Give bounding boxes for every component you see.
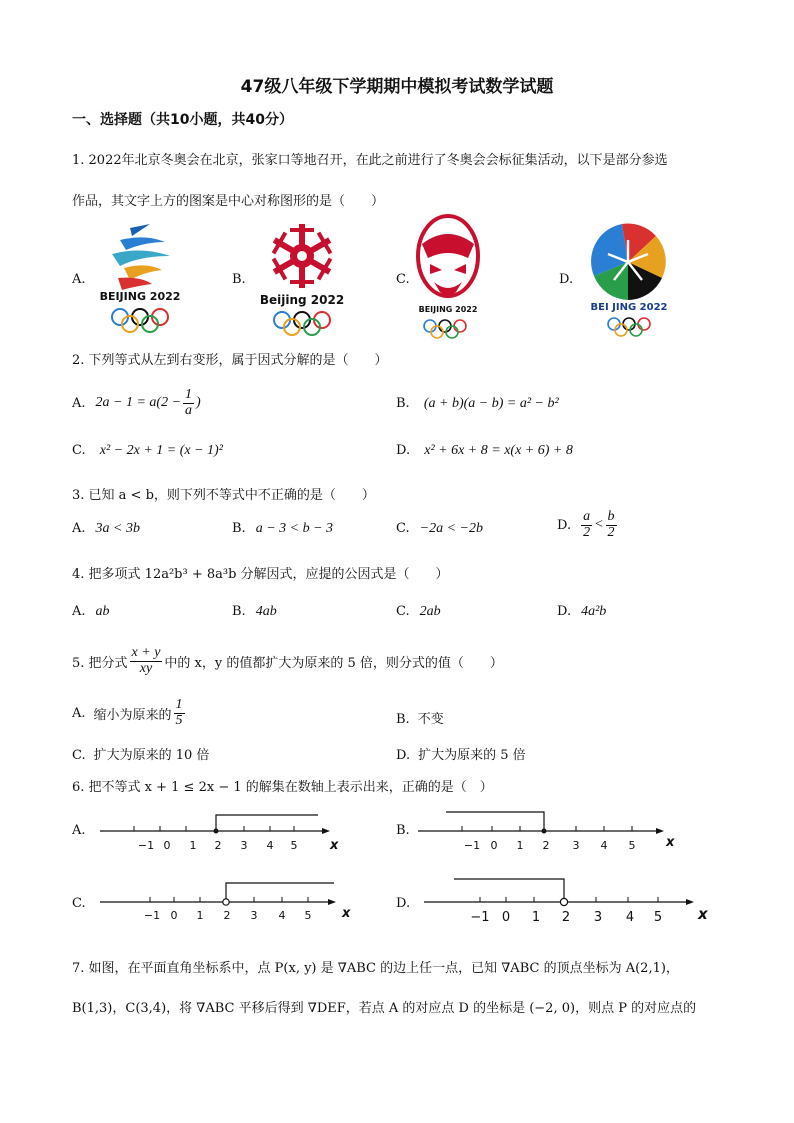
q2-d-label: D. xyxy=(396,443,411,458)
tick-label: 0 xyxy=(490,839,498,852)
tick-label: 5 xyxy=(304,909,312,922)
q2-option-d xyxy=(396,443,573,459)
tick-label: 5 xyxy=(290,839,298,852)
q5-option-c xyxy=(72,744,209,763)
q1-option-b-label: B. xyxy=(232,272,246,287)
q3-b-expr: a − 3 < b − 3 xyxy=(255,521,334,536)
q3-d-lt: < xyxy=(594,517,604,533)
tick-label: 2 xyxy=(542,839,550,852)
q4-c-expr: 2ab xyxy=(419,604,441,619)
q5-option-a xyxy=(72,698,187,728)
number-line-a xyxy=(100,806,350,856)
tick-label: 3 xyxy=(250,909,258,922)
q3-stem: 3. 已知 a < b，则下列不等式中不正确的是（ ） xyxy=(72,488,375,503)
q5-den: xy xyxy=(139,660,153,676)
q2-a-num: 1 xyxy=(185,387,193,402)
q4-option-d xyxy=(557,604,606,620)
q5-d-text: 扩大为原来的 5 倍 xyxy=(418,748,526,763)
q3-a-label: A. xyxy=(72,521,86,536)
q5-a-fraction xyxy=(174,698,185,728)
number-line-d xyxy=(424,874,714,928)
tick-label: 5 xyxy=(653,910,663,925)
q2-c-expr: x² − 2x + 1 = (x − 1)² xyxy=(99,443,223,458)
q7-line1: 7. 如图，在平面直角坐标系中，点 P(x, y) 是 ∇ABC 的边上任一点，已知 ∇ABC 的顶点坐标为 A(2,1)， xyxy=(72,961,679,976)
q2-c-label: C. xyxy=(72,443,86,458)
q3-option-d xyxy=(557,510,619,540)
logo-b-image xyxy=(252,220,352,338)
q5-num: x + y xyxy=(131,645,161,660)
q2-option-a xyxy=(72,388,201,418)
tick-label: 0 xyxy=(501,910,511,925)
section-heading: 一、选择题（共10小题，共40分） xyxy=(72,112,293,128)
q2-a-expr: 2a − 1 = a(2 − xyxy=(95,395,182,411)
logo-d-text: BEI JING 2022 xyxy=(590,302,668,313)
q3-c-expr: −2a < −2b xyxy=(419,521,483,536)
tick-label: −1 xyxy=(470,910,490,925)
q4-option-b xyxy=(232,604,277,620)
q5-c-label: C. xyxy=(72,748,86,763)
tick-label: 4 xyxy=(600,839,608,852)
q1-line1: 1. 2022年北京冬奥会在北京，张家口等地召开，在此之前进行了冬奥会会标征集活动，以下是部分参选 xyxy=(72,153,668,168)
q4-a-label: A. xyxy=(72,604,86,619)
tick-label: 2 xyxy=(223,909,231,922)
q2-a-close: ) xyxy=(196,395,201,411)
q4-a-expr: ab xyxy=(95,604,110,619)
q7-line2: B(1,3)，C(3,4)，将 ∇ABC 平移后得到 ∇DEF，若点 A 的对应点 D 的坐标是 (−2, 0)，则点 P 的对应点的 xyxy=(72,1001,697,1016)
q2-a-fraction xyxy=(183,388,194,418)
q4-d-label: D. xyxy=(557,604,572,619)
tick-label: 2 xyxy=(214,839,222,852)
q5-a-den: 5 xyxy=(175,712,183,728)
page-title: 47级八年级下学期期中模拟考试数学试题 xyxy=(240,77,554,97)
q5-a-label: A. xyxy=(72,705,86,721)
q3-d-num2: b xyxy=(607,509,615,524)
tick-label: 0 xyxy=(163,839,171,852)
tick-label: −1 xyxy=(143,909,161,922)
q1-option-d-label: D. xyxy=(559,272,574,287)
q3-d-den1: 2 xyxy=(583,524,591,540)
q5-stem xyxy=(72,646,503,676)
q2-d-expr: x² + 6x + 8 = x(x + 6) + 8 xyxy=(424,443,573,458)
tick-label: 3 xyxy=(572,839,580,852)
q1-option-c-label: C. xyxy=(396,272,410,287)
logo-a-image xyxy=(90,220,190,338)
tick-label: 1 xyxy=(189,839,197,852)
q3-d-den2: 2 xyxy=(607,524,615,540)
q3-d-num1: a xyxy=(583,509,591,524)
axis-variable: x xyxy=(342,906,351,921)
number-line-b xyxy=(418,806,688,856)
axis-variable: x xyxy=(698,905,708,923)
q4-b-label: B. xyxy=(232,604,246,619)
q2-option-b xyxy=(396,396,559,412)
tick-label: 3 xyxy=(593,910,603,925)
tick-label: 1 xyxy=(531,910,541,925)
q6-option-b-label: B. xyxy=(396,823,410,838)
q3-b-label: B. xyxy=(232,521,246,536)
q5-option-b xyxy=(396,708,444,727)
tick-label: 3 xyxy=(240,839,248,852)
q2-b-expr: (a + b)(a − b) = a² − b² xyxy=(423,396,559,411)
q5-pre: 5. 把分式 xyxy=(72,655,128,671)
q4-b-expr: 4ab xyxy=(255,604,277,619)
tick-label: 1 xyxy=(196,909,204,922)
q6-option-a-label: A. xyxy=(72,823,86,838)
tick-label: −1 xyxy=(137,839,155,852)
tick-label: 0 xyxy=(170,909,178,922)
tick-label: 4 xyxy=(625,910,635,925)
q5-c-text: 扩大为原来的 10 倍 xyxy=(93,748,210,763)
number-line-c xyxy=(100,876,362,928)
logo-a-text: BEIJING 2022 xyxy=(99,290,181,303)
q5-a-num: 1 xyxy=(175,697,183,712)
q5-b-text: 不变 xyxy=(417,712,444,727)
q3-d-frac2 xyxy=(606,510,617,540)
tick-label: −1 xyxy=(463,839,481,852)
q1-option-a-label: A. xyxy=(72,272,86,287)
q4-d-expr: 4a²b xyxy=(581,604,607,619)
q5-b-label: B. xyxy=(396,712,410,727)
q2-option-c xyxy=(72,443,223,459)
q5-option-d xyxy=(396,744,526,763)
q3-option-c xyxy=(396,521,483,537)
q4-option-a xyxy=(72,604,110,620)
q3-d-label: D. xyxy=(557,517,572,533)
q2-b-label: B. xyxy=(396,396,410,411)
q2-stem: 2. 下列等式从左到右变形，属于因式分解的是（ ） xyxy=(72,353,388,368)
q1-line2: 作品，其文字上方的图案是中心对称图形的是（ ） xyxy=(72,194,385,209)
tick-label: 4 xyxy=(278,909,286,922)
tick-label: 1 xyxy=(516,839,524,852)
q3-c-label: C. xyxy=(396,521,410,536)
q5-post: 中的 x，y 的值都扩大为原来的 5 倍，则分式的值（ ） xyxy=(164,655,503,671)
logo-b-text: Beijing 2022 xyxy=(259,293,345,307)
q3-option-a xyxy=(72,521,140,537)
tick-label: 5 xyxy=(628,839,636,852)
q5-a-text: 缩小为原来的 xyxy=(93,707,172,723)
q3-option-b xyxy=(232,521,333,537)
q6-option-c-label: C. xyxy=(72,896,86,911)
q4-option-c xyxy=(396,604,441,620)
logo-d-image xyxy=(576,218,682,338)
q5-fraction xyxy=(130,646,163,676)
tick-label: 4 xyxy=(266,839,274,852)
q2-a-den: a xyxy=(185,402,193,418)
q2-a-label: A. xyxy=(72,395,86,411)
q6-stem: 6. 把不等式 x + 1 ≤ 2x − 1 的解集在数轴上表示出来，正确的是（ ） xyxy=(72,780,493,795)
q3-d-frac1 xyxy=(581,510,592,540)
q5-d-label: D. xyxy=(396,748,411,763)
tick-label: 2 xyxy=(561,910,571,925)
q3-a-expr: 3a < 3b xyxy=(95,521,140,536)
q6-option-d-label: D. xyxy=(396,896,411,911)
axis-variable: x xyxy=(666,835,675,850)
q4-stem: 4. 把多项式 12a²b³ + 8a³b 分解因式，应提的公因式是（ ） xyxy=(72,567,449,582)
q4-c-label: C. xyxy=(396,604,410,619)
axis-variable: x xyxy=(330,838,339,853)
logo-c-image xyxy=(410,214,486,342)
logo-c-text: BEIJING 2022 xyxy=(418,305,478,314)
